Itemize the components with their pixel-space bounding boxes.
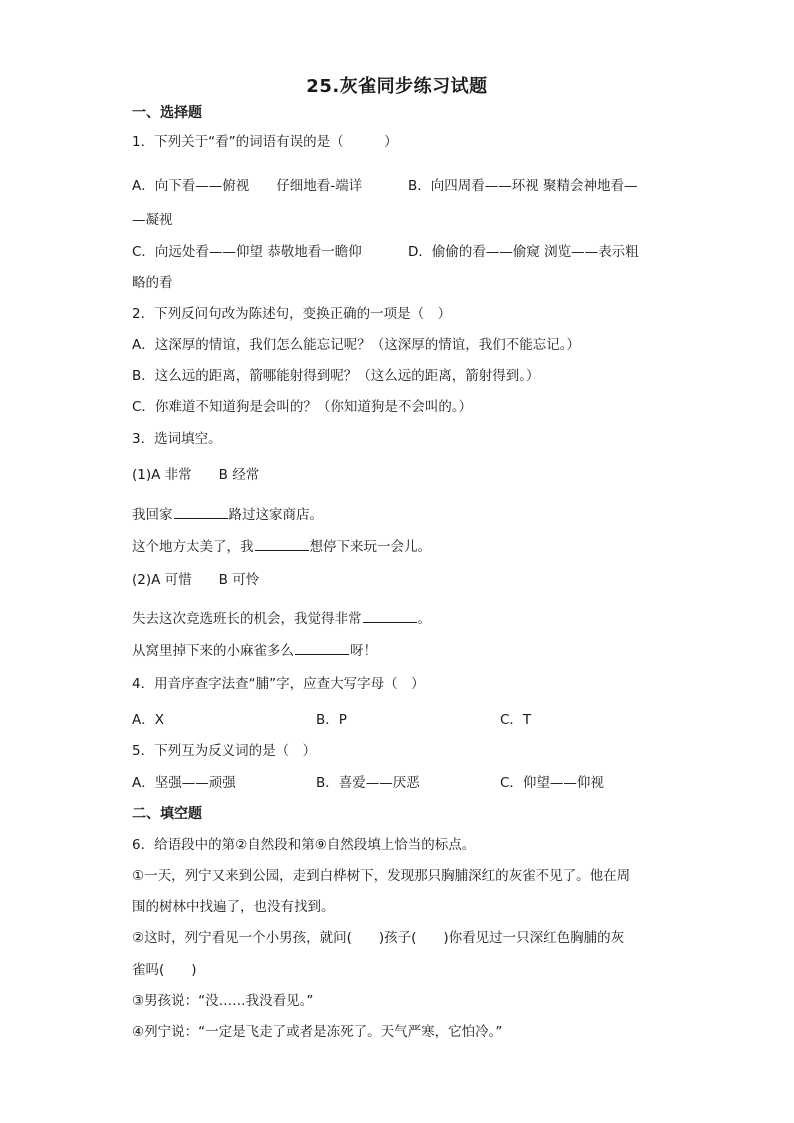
sentence-text: 呀！ [350,643,377,659]
section-heading-fill: 二、填空题 [132,806,202,822]
q3-group2-sentence2 [132,642,377,659]
q3-group2-options: (2)A 可惜 B 可怜 [132,572,260,588]
section-heading-choice: 一、选择题 [132,105,202,121]
q5-option-c: C．仰望——仰视 [500,775,604,791]
sentence-text: 这个地方太美了，我 [132,539,254,555]
q6-stem: 6．给语段中的第②自然段和第⑨自然段填上恰当的标点。 [132,837,476,853]
q1-option-a: A．向下看——俯视 仔细地看-端详 [132,178,363,194]
q6-paragraph-2-continued: 雀吗( ) [132,962,197,978]
sentence-text: 。 [417,611,431,627]
q3-stem: 3．选词填空。 [132,431,222,447]
q1-option-d-continued: 略的看 [132,275,173,291]
q6-paragraph-1-continued: 围的树林中找遍了，也没有找到。 [132,899,335,915]
sentence-text: 路过这家商店。 [228,507,323,523]
q5-option-b: B．喜爱——厌恶 [316,775,420,791]
q2-option-c: C．你难道不知道狗是会叫的？（你知道狗是不会叫的。） [132,399,473,415]
q3-group1-sentence2 [132,538,431,555]
q4-stem: 4．用音序查字法查“脯”字，应查大写字母（ ） [132,676,425,692]
fill-blank[interactable] [363,610,417,623]
fill-blank[interactable] [174,506,228,519]
q2-option-a: A．这深厚的情谊，我们怎么能忘记呢？（这深厚的情谊，我们不能忘记。） [132,337,580,353]
q6-paragraph-3: ③男孩说：“没……我没看见。” [132,993,314,1009]
q2-option-b: B．这么远的距离，箭哪能射得到呢？（这么远的距离，箭射得到。） [132,368,540,384]
q6-paragraph-2: ②这时，列宁看见一个小男孩，就问( )孩子( )你看见过一只深红色胸脯的灰 [132,930,625,946]
q3-group2-sentence1 [132,610,431,627]
q1-stem: 1．下列关于“看”的词语有误的是（ ） [132,134,398,150]
sentence-text: 我回家 [132,507,173,523]
q2-stem: 2．下列反问句改为陈述句，变换正确的一项是（ ） [132,306,452,322]
q4-option-b: B．P [316,712,347,728]
q1-option-d: D．偷偷的看——偷窥 浏览——表示粗 [408,244,639,260]
q5-stem: 5．下列互为反义词的是（ ） [132,743,317,759]
q6-paragraph-1: ①一天，列宁又来到公园，走到白桦树下，发现那只胸脯深红的灰雀不见了。他在周 [132,868,631,884]
q6-paragraph-4: ④列宁说：“一定是飞走了或者是冻死了。天气严寒，它怕冷。” [132,1024,503,1040]
page-title: 25.灰雀同步练习试题 [306,76,488,97]
fill-blank[interactable] [255,538,309,551]
sentence-text: 从窝里掉下来的小麻雀多么 [132,643,294,659]
fill-blank[interactable] [295,642,349,655]
q4-option-a: A．X [132,712,164,728]
q4-option-c: C．T [500,712,532,728]
q1-option-b-continued: —凝视 [132,212,173,228]
sentence-text: 失去这次竞选班长的机会，我觉得非常 [132,611,362,627]
q1-option-b: B．向四周看——环视 聚精会神地看— [408,178,638,194]
q5-option-a: A．坚强——顽强 [132,775,236,791]
q1-option-c: C．向远处看——仰望 恭敬地看一瞻仰 [132,244,362,260]
q3-group1-options: (1)A 非常 B 经常 [132,467,260,483]
sentence-text: 想停下来玩一会儿。 [309,539,431,555]
q3-group1-sentence1 [132,506,323,523]
